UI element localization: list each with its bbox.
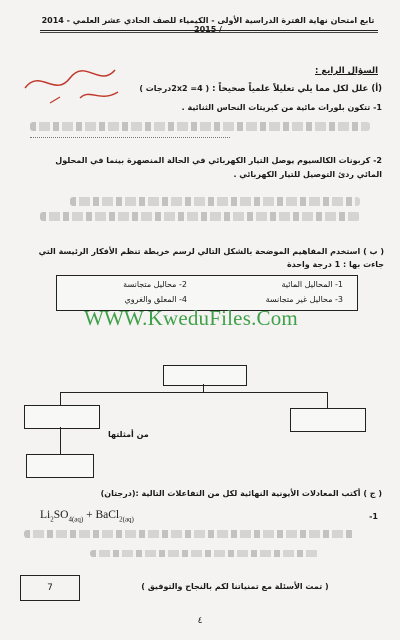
score-box: 7 xyxy=(20,575,80,601)
part-b-prompt xyxy=(18,245,384,271)
map-connector xyxy=(203,384,204,392)
concept-2: 2- محاليل متجانسة xyxy=(123,280,187,289)
part-c-label: ( ج ) xyxy=(363,489,382,498)
part-b-text: استخدم المفاهيم الموضحة بالشكل التالي لرسم خريطة تنظم الأفكار الرئيسة التي جاءت بها : 1 درجة واحدة xyxy=(38,247,384,269)
example-label: من أمثلتها xyxy=(108,430,149,439)
handwritten-answer xyxy=(30,122,370,131)
part-a-item-2: 2- كربونات الكالسيوم يوصل التيار الكهربائي في الحالة المنصهرة بينما في المحلول المائي ردئ التوصيل للتيار الكهربائي . xyxy=(55,156,382,179)
concept-map-root-box xyxy=(163,365,247,386)
map-connector xyxy=(60,392,61,405)
concept-4: 4- المعلق والغروي xyxy=(124,295,187,304)
concept-map-bottom-box xyxy=(26,454,94,478)
map-connector xyxy=(60,427,61,454)
watermark: WWW.KweduFiles.Com xyxy=(84,306,298,330)
part-b-label: ( ب ) xyxy=(363,247,384,256)
part-c-prompt xyxy=(20,489,382,498)
answer-line xyxy=(30,136,230,138)
handwritten-answer xyxy=(70,197,360,206)
concept-3: 3- محاليل غير متجانسة xyxy=(265,295,343,304)
header-divider-2 xyxy=(40,32,378,33)
footer-note: ( تمت الأسئلة مع تمنياتنا لكم بالنجاح والتوفيق ) xyxy=(141,582,329,591)
part-a-item-1: 1- تتكون بلورات مائية من كبريتات النحاس الثنائية . xyxy=(181,103,382,112)
handwritten-answer xyxy=(40,212,360,221)
handwritten-answer xyxy=(24,530,354,538)
header-divider xyxy=(40,30,378,31)
part-a-prompt xyxy=(22,84,382,94)
map-connector xyxy=(327,392,328,408)
part-c-text: أكتب المعادلات الأيونية النهائية لكل من التفاعلات التالية :(درجتان) xyxy=(100,489,361,498)
question-title: السؤال الرابع : xyxy=(315,66,378,76)
concept-map-right-box xyxy=(290,408,366,432)
map-connector xyxy=(60,392,328,393)
concept-1: 1- المحاليل المائية xyxy=(281,280,343,289)
page-number: ٤ xyxy=(197,616,203,626)
part-a-text: علل لكل مما يلي تعليلاً علمياً صحيحاً : xyxy=(212,84,369,94)
part-a-score: ( 2x2 =4درجات ) xyxy=(139,84,210,93)
chemical-equation: $Li_2SO_{4(aq)}$ + BaCl$_{2(aq)}$ xyxy=(40,509,134,524)
part-a-label: (أ) xyxy=(371,84,382,94)
equation-number: -1 xyxy=(369,512,378,521)
handwritten-answer xyxy=(90,550,320,557)
exam-header: تابع امتحان نهاية الفترة الدراسية الأولى - الكيمياء للصف الحادي عشر العلمي - 2014 xyxy=(41,16,375,25)
concept-map-left-box xyxy=(24,405,100,429)
